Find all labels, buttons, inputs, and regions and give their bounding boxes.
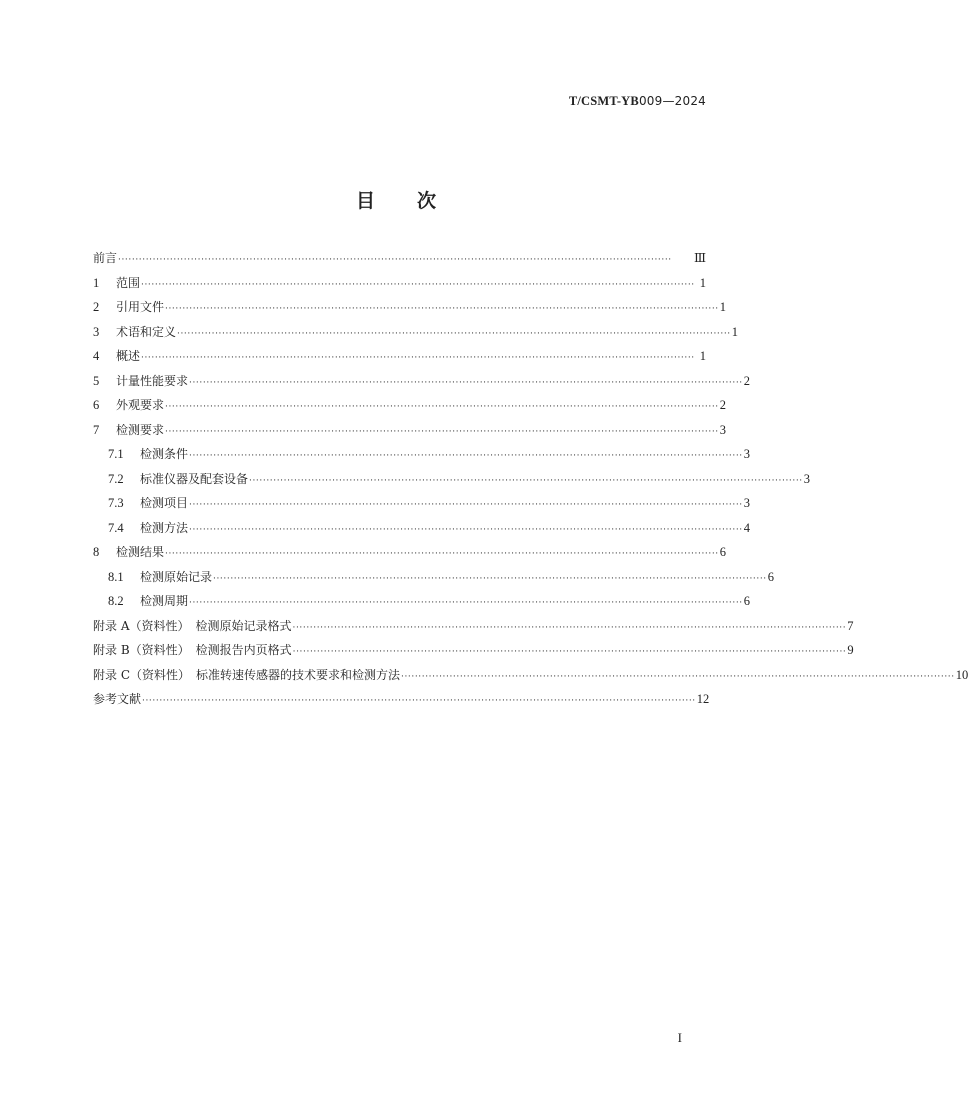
toc-entry[interactable]: [93, 320, 738, 345]
toc-entry-page: 7: [847, 618, 854, 633]
toc-entry-page: 6: [767, 569, 774, 584]
toc-entry[interactable]: [93, 467, 810, 492]
table-of-contents: [93, 246, 968, 712]
page-number: I: [677, 1030, 682, 1045]
toc-entry-page: 6: [719, 545, 726, 559]
toc-entry-page: 3: [743, 447, 750, 461]
toc-entry-label: 范围: [116, 275, 141, 290]
toc-entry[interactable]: [93, 246, 706, 271]
toc-entry-number: 7: [93, 422, 100, 437]
document-code-prefix: T/CSMT-YB: [568, 94, 639, 108]
page-title: 目次: [355, 190, 478, 212]
toc-entry[interactable]: [93, 418, 726, 443]
toc-entry[interactable]: [93, 565, 774, 590]
toc-entry-label: 检测要求: [116, 422, 165, 437]
toc-entry-page: 1: [731, 324, 738, 339]
toc-entry-page: 1: [719, 300, 726, 314]
toc-entry[interactable]: [93, 540, 726, 565]
toc-leader-dots: ································································································································································: [189, 500, 743, 510]
toc-entry-number: 3: [93, 324, 100, 339]
toc-entry-number: 7.2: [108, 471, 124, 486]
toc-entry-label: 标准仪器及配套设备: [140, 471, 249, 486]
toc-entry[interactable]: [93, 442, 750, 467]
toc-entry-label: 附录 B（资料性） 检测报告内页格式: [93, 643, 292, 657]
toc-entry[interactable]: [93, 491, 750, 516]
toc-leader-dots: ································································································································································: [165, 304, 719, 314]
toc-entry[interactable]: [93, 393, 726, 418]
toc-entry-page: 12: [696, 692, 710, 706]
toc-entry-page: 4: [743, 520, 750, 535]
toc-entry-number: 7.4: [108, 520, 124, 535]
toc-entry-number: 8.1: [108, 569, 124, 584]
toc-entry[interactable]: [93, 369, 750, 394]
toc-entry[interactable]: [93, 663, 968, 688]
toc-entry-label: 计量性能要求: [116, 373, 189, 388]
toc-leader-dots: ································································································································································: [165, 549, 719, 559]
toc-leader-dots: ································································································································································: [292, 622, 847, 633]
document-code-suffix: 009—2024: [638, 94, 706, 108]
toc-entry-page: 6: [743, 594, 750, 608]
toc-leader-dots: ································································································································································: [189, 377, 743, 388]
toc-entry-label: 检测原始记录: [140, 569, 213, 584]
toc-entry-label: 检测项目: [140, 496, 189, 510]
toc-entry[interactable]: [93, 589, 750, 614]
toc-leader-dots: ································································································································································: [213, 573, 767, 584]
toc-entry-label: 检测周期: [140, 594, 189, 608]
toc-leader-dots: ································································································································································: [141, 353, 695, 363]
toc-entry-page: 3: [743, 496, 750, 510]
toc-entry-label: 检测条件: [140, 447, 189, 461]
toc-entry-number: 1: [93, 275, 100, 290]
toc-entry-number: 8.2: [108, 594, 124, 608]
toc-entry-label: 术语和定义: [116, 324, 177, 339]
toc-entry-page: 3: [803, 471, 810, 486]
toc-entry[interactable]: [93, 638, 854, 663]
toc-entry[interactable]: [93, 271, 706, 296]
toc-entry-label: 概述: [116, 349, 141, 363]
toc-entry-page: Ⅲ: [693, 251, 706, 265]
toc-entry-label: 检测方法: [140, 520, 189, 535]
toc-entry-label: 参考文献: [93, 692, 142, 706]
toc-entry-number: 6: [93, 398, 100, 412]
toc-entry-number: 2: [93, 300, 100, 314]
toc-entry-number: 8: [93, 545, 100, 559]
toc-entry-label: 引用文件: [116, 300, 165, 314]
toc-entry[interactable]: [93, 687, 710, 712]
toc-entry[interactable]: [93, 344, 706, 369]
toc-entry[interactable]: [93, 516, 750, 541]
toc-leader-dots: ································································································································································: [118, 255, 672, 265]
toc-entry-page: 1: [699, 275, 706, 290]
toc-entry-number: 7.3: [108, 496, 124, 510]
toc-entry[interactable]: [93, 295, 726, 320]
toc-leader-dots: ································································································································································: [189, 451, 743, 461]
toc-entry-page: 1: [699, 349, 706, 363]
toc-leader-dots: ································································································································································: [141, 279, 695, 290]
toc-leader-dots: ································································································································································: [401, 671, 955, 682]
toc-entry-label: 前言: [93, 251, 118, 265]
document-code: [569, 94, 706, 109]
toc-entry-label: 附录 A（资料性） 检测原始记录格式: [93, 618, 292, 633]
toc-leader-dots: ································································································································································: [165, 426, 719, 437]
toc-entry-label: 检测结果: [116, 545, 165, 559]
toc-leader-dots: ································································································································································: [142, 696, 696, 706]
toc-entry[interactable]: [93, 614, 854, 639]
toc-leader-dots: ································································································································································: [189, 524, 743, 535]
toc-entry-page: 3: [719, 422, 726, 437]
toc-entry-page: 2: [719, 398, 726, 412]
toc-entry-label: 附录 C（资料性） 标准转速传感器的技术要求和检测方法: [93, 667, 400, 682]
toc-entry-page: 9: [847, 643, 854, 657]
toc-entry-page: 10: [955, 667, 968, 682]
toc-entry-number: 5: [93, 373, 100, 388]
toc-entry-label: 外观要求: [116, 398, 165, 412]
toc-leader-dots: ································································································································································: [249, 475, 803, 486]
toc-entry-number: 4: [93, 349, 100, 363]
toc-leader-dots: ································································································································································: [292, 647, 847, 657]
toc-entry-page: 2: [743, 373, 750, 388]
toc-leader-dots: ································································································································································: [165, 402, 719, 412]
toc-leader-dots: ································································································································································: [177, 328, 731, 339]
toc-entry-number: 7.1: [108, 447, 124, 461]
toc-leader-dots: ································································································································································: [189, 598, 743, 608]
